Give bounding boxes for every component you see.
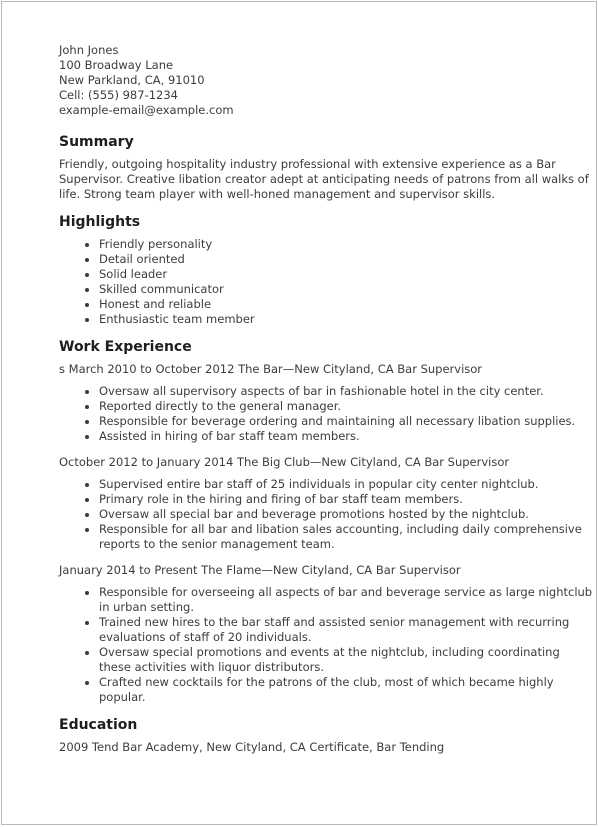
- education-line: 2009 Tend Bar Academy, New Cityland, CA Certificate, Bar Tending: [59, 740, 445, 754]
- summary-section: [59, 133, 593, 202]
- job-header: October 2012 to January 2014 The Big Club—New Cityland, CA Bar Supervisor: [59, 455, 510, 469]
- contact-street: 100 Broadway Lane: [59, 58, 174, 72]
- job-bullet: • Responsible for overseeing all aspects of bar and beverage service as large nightclub in urban setting.: [99, 585, 593, 615]
- highlight-item: • Enthusiastic team member: [99, 312, 593, 327]
- job-bullet: • Supervised entire bar staff of 25 individuals in popular city center nightclub.: [99, 477, 593, 492]
- contact-cell: Cell: (555) 987-1234: [59, 88, 178, 102]
- highlight-item: • Detail oriented: [99, 252, 593, 267]
- job-bullets: [59, 477, 593, 552]
- job-bullet: • Responsible for all bar and libation sales accounting, including daily comprehensive reports to the senior management team.: [99, 522, 593, 552]
- highlight-item: • Friendly personality: [99, 237, 593, 252]
- highlights-heading: Highlights: [59, 214, 141, 230]
- contact-city: New Parkland, CA, 91010: [59, 73, 205, 87]
- job-bullet: • Trained new hires to the bar staff and assisted senior management with recurring evaluations of staff of 20 individuals.: [99, 615, 593, 645]
- resume-content: [59, 43, 593, 755]
- contact-block: [59, 43, 593, 118]
- highlight-item: • Honest and reliable: [99, 297, 593, 312]
- job-bullet: • Assisted in hiring of bar staff team members.: [99, 429, 593, 444]
- resume-page: [1, 1, 597, 825]
- experience-section: [59, 338, 593, 705]
- highlights-section: [59, 213, 593, 327]
- experience-heading: Work Experience: [59, 339, 192, 355]
- job-bullet: • Oversaw special promotions and events at the nightclub, including coordinating these activities with liquor distributors.: [99, 645, 593, 675]
- education-heading: Education: [59, 717, 138, 733]
- education-section: [59, 716, 593, 755]
- job-header: s March 2010 to October 2012 The Bar—New Cityland, CA Bar Supervisor: [59, 362, 483, 376]
- job-entry: [59, 563, 593, 705]
- job-header: January 2014 to Present The Flame—New Cityland, CA Bar Supervisor: [59, 563, 461, 577]
- contact-email: example-email@example.com: [59, 103, 234, 117]
- contact-name: John Jones: [59, 43, 119, 57]
- summary-heading: Summary: [59, 134, 134, 150]
- summary-text: Friendly, outgoing hospitality industry professional with extensive experience as a Bar Supervisor. Creative libation creator adept at anticipating needs of patrons from all walks of life. Strong team player with well-honed management and supervisor skills.: [59, 157, 589, 201]
- highlight-item: • Skilled communicator: [99, 282, 593, 297]
- highlights-list: [59, 237, 593, 327]
- job-entry: [59, 455, 593, 552]
- job-bullet: • Primary role in the hiring and firing of bar staff team members.: [99, 492, 593, 507]
- job-bullet: • Oversaw all supervisory aspects of bar in fashionable hotel in the city center.: [99, 384, 593, 399]
- job-bullet: • Crafted new cocktails for the patrons of the club, most of which became highly popular.: [99, 675, 593, 705]
- highlight-item: • Solid leader: [99, 267, 593, 282]
- job-bullet: • Reported directly to the general manager.: [99, 399, 593, 414]
- job-bullets: [59, 585, 593, 705]
- job-entry: [59, 362, 593, 444]
- job-bullet: • Responsible for beverage ordering and maintaining all necessary libation supplies.: [99, 414, 593, 429]
- job-bullets: [59, 384, 593, 444]
- job-bullet: • Oversaw all special bar and beverage promotions hosted by the nightclub.: [99, 507, 593, 522]
